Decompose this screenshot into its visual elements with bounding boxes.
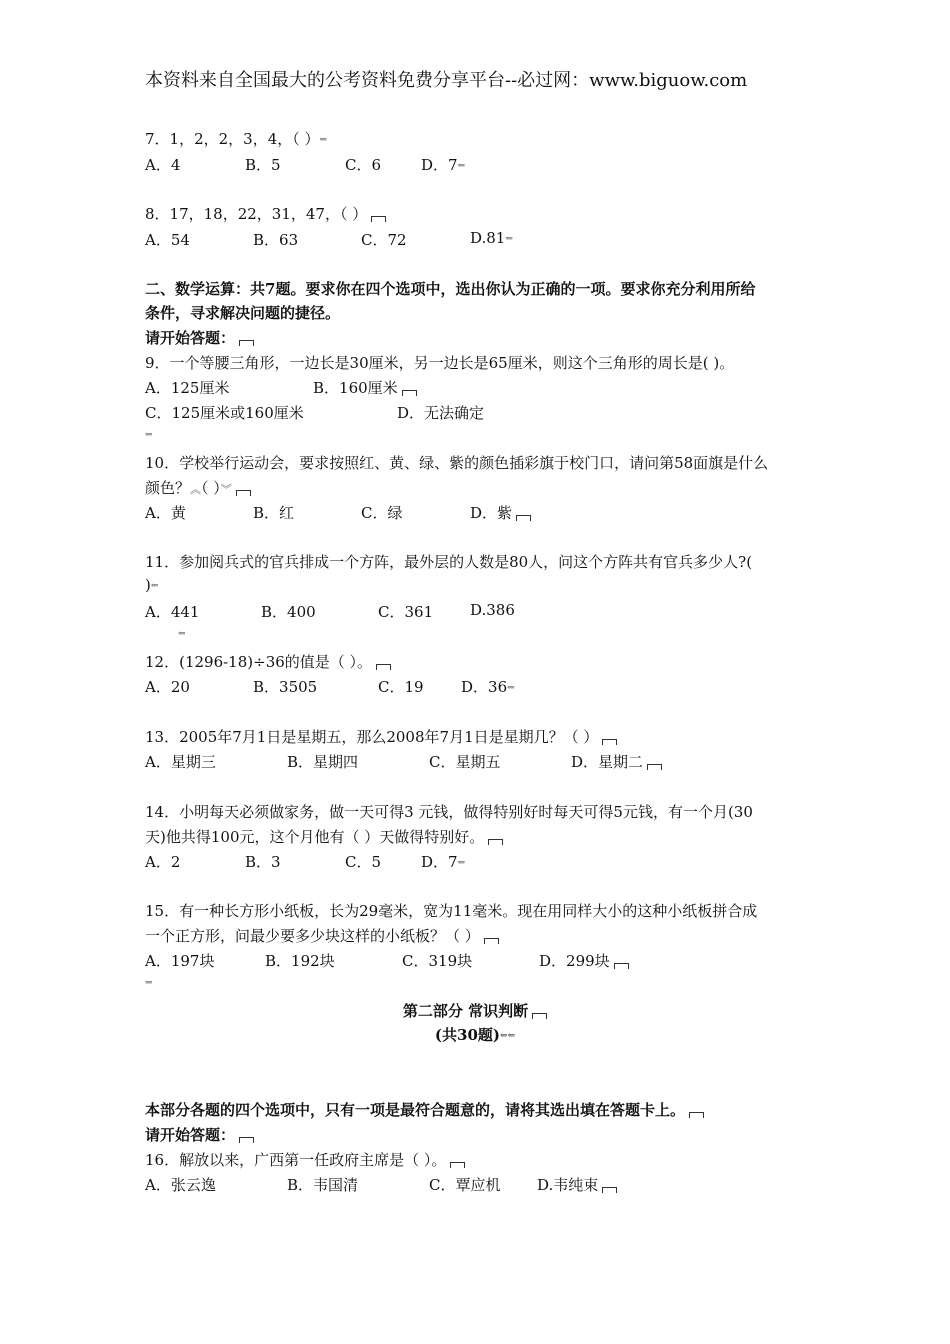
question-9-stem: 9．一个等腰三角形，一边长是30厘米，另一边长是65厘米，则这个三角形的周长是( )。 <box>145 354 735 372</box>
section-3-intro: 本部分各题的四个选项中，只有一项是最符合题意的，请将其选出填在答题卡上。 <box>145 1099 704 1120</box>
question-9-options-row-2 <box>145 402 845 422</box>
option-b: B．红 <box>253 504 295 522</box>
option-a: A．54 <box>145 231 190 249</box>
question-12-options <box>145 676 845 696</box>
question-16-stem: 16．解放以来，广西第一任政府主席是（ ）。 <box>145 1149 465 1170</box>
question-13-stem: 13．2005年7月1日是星期五，那么2008年7月1日是星期几？（ ） <box>145 726 617 747</box>
option-d: D.81⇐ <box>470 229 513 247</box>
option-d: D．无法确定 <box>397 404 485 422</box>
paragraph-mark: ⇐ <box>145 978 153 988</box>
question-7-stem: 7．1，2，2，3，4，（ ）⇐ <box>145 130 328 148</box>
option-c: C．319块 <box>402 952 473 970</box>
option-c: C．绿 <box>361 504 403 522</box>
option-c: C．19 <box>378 678 424 696</box>
option-d: D．7⇐ <box>421 156 466 174</box>
option-c: C．6 <box>345 156 382 174</box>
part-2-title: 第二部分 常识判断 <box>0 1000 950 1021</box>
question-10-stem-line-1: 10．学校举行运动会，要求按照红、黄、绿、紫的颜色插彩旗于校门口，请问第58面旗是什么 <box>145 454 769 472</box>
option-d: D．星期二 <box>571 751 662 772</box>
section-2-intro-line-2: 条件，寻求解决问题的捷径。 <box>145 304 341 322</box>
option-d: D．紫 <box>470 502 531 523</box>
question-12-stem: 12．(1296-18)÷36的值是（ ）。 <box>145 651 391 672</box>
question-13-options <box>145 751 845 771</box>
question-10-options <box>145 502 845 522</box>
option-a: A．4 <box>145 156 181 174</box>
option-d: D．7⇐ <box>421 853 466 871</box>
option-a: A．197块 <box>145 952 215 970</box>
option-b: B．63 <box>253 231 299 249</box>
question-11-stem-line-1: 11．参加阅兵式的官兵排成一个方阵，最外层的人数是80人，问这个方阵共有官兵多少人?( <box>145 553 753 571</box>
option-b: B．3505 <box>253 678 318 696</box>
option-a: A．441 <box>145 603 200 621</box>
question-15-stem-line-2: 一个正方形，问最少要多少块这样的小纸板？（ ） <box>145 925 499 946</box>
question-16-options <box>145 1174 845 1194</box>
page-header: 本资料来自全国最大的公考资料免费分享平台--必过网：www.biguow.com <box>145 70 748 91</box>
chevron-up-icon: ︽ <box>190 483 202 496</box>
question-15-stem-line-1: 15．有一种长方形小纸板，长为29毫米，宽为11毫米。现在用同样大小的这种小纸板拼合成 <box>145 902 758 920</box>
section-3-start: 请开始答题： <box>145 1124 254 1145</box>
option-d: D.386 <box>470 601 515 619</box>
paragraph-mark: ⇐ <box>178 629 186 639</box>
question-10-stem-line-2: 颜色？︽（ ）︾ <box>145 477 251 498</box>
option-c: C．5 <box>345 853 382 871</box>
question-14-options <box>145 851 845 871</box>
question-9-options-row-1 <box>145 377 845 397</box>
option-a: A．张云逸 <box>145 1176 216 1194</box>
question-14-stem-line-1: 14．小明每天必须做家务，做一天可得3 元钱，做得特别好时每天可得5元钱，有一个月(30 <box>145 803 753 821</box>
section-2-intro-line-1: 二、数学运算：共7题。要求你在四个选项中，选出你认为正确的一项。要求你充分利用所给 <box>145 280 756 298</box>
paragraph-mark: ⇐ <box>145 430 153 440</box>
option-b: B．星期四 <box>287 753 359 771</box>
option-a: A．20 <box>145 678 190 696</box>
question-11-stem-line-2: )⇐ <box>145 576 159 594</box>
option-b: B．192块 <box>265 952 335 970</box>
question-7-options <box>145 154 845 174</box>
chevron-down-icon: ︾ <box>220 483 232 496</box>
question-8-stem: 8．17，18，22，31，47，（ ） <box>145 203 386 224</box>
option-d: D．299块 <box>539 950 629 971</box>
question-15-options <box>145 950 845 970</box>
option-a: A．星期三 <box>145 753 216 771</box>
option-d: D.韦纯束 <box>537 1174 617 1195</box>
option-d: D．36⇐ <box>461 678 515 696</box>
question-8-options <box>145 229 845 249</box>
option-c: C．覃应机 <box>429 1176 501 1194</box>
option-b: B．3 <box>245 853 281 871</box>
option-c: C．125厘米或160厘米 <box>145 404 304 422</box>
option-c: C．星期五 <box>429 753 501 771</box>
option-b: B．韦国清 <box>287 1176 359 1194</box>
option-b: B．5 <box>245 156 281 174</box>
option-b: B．400 <box>261 603 316 621</box>
part-2-subtitle: (共30题)⇐⇐ <box>434 1026 516 1044</box>
option-a: A．125厘米 <box>145 379 230 397</box>
option-c: C．72 <box>361 231 407 249</box>
option-a: A．2 <box>145 853 181 871</box>
question-14-stem-line-2: 天)他共得100元，这个月他有（ ）天做得特别好。 <box>145 826 503 847</box>
option-c: C．361 <box>378 603 434 621</box>
option-b: B．160厘米 <box>313 377 417 398</box>
option-a: A．黄 <box>145 504 186 522</box>
section-2-start: 请开始答题： <box>145 327 254 348</box>
question-11-options <box>145 601 845 621</box>
